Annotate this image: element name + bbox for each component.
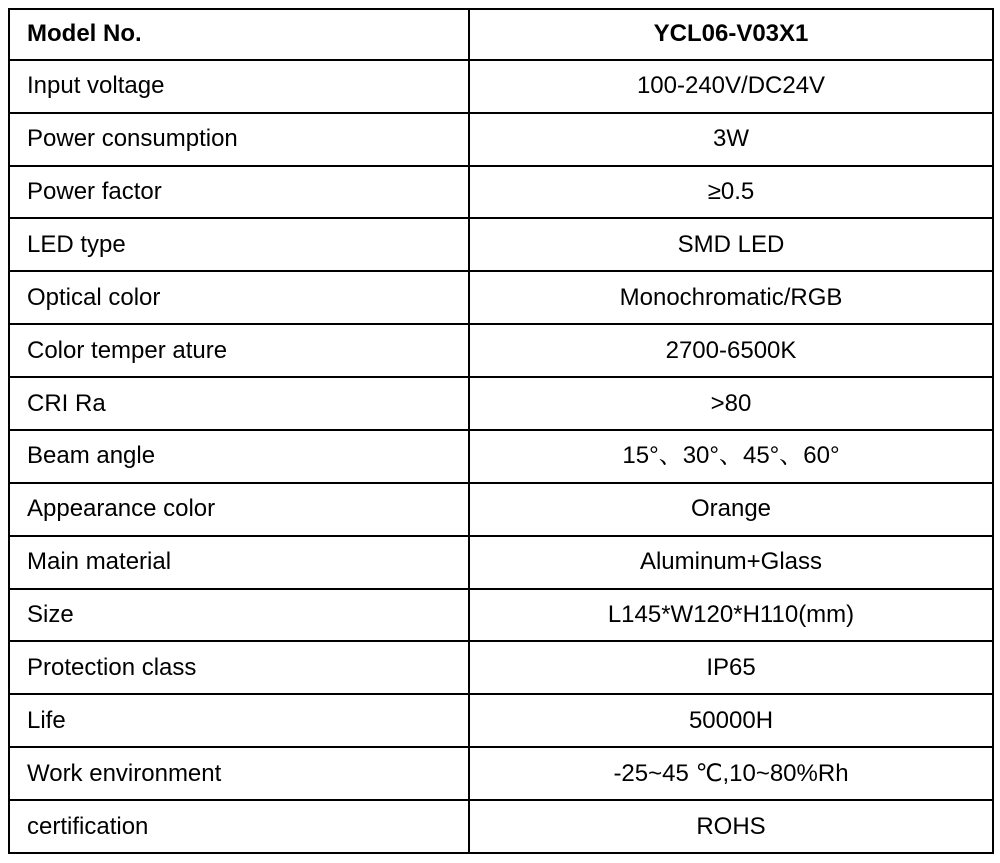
table-header-row — [9, 9, 993, 60]
row-value-certification: ROHS — [469, 800, 993, 853]
row-value-main-material: Aluminum+Glass — [469, 536, 993, 589]
table-row — [9, 641, 993, 694]
spec-table-body — [9, 9, 993, 853]
row-label-appearance-color: Appearance color — [9, 483, 469, 536]
row-value-appearance-color: Orange — [469, 483, 993, 536]
table-row — [9, 166, 993, 219]
table-row — [9, 483, 993, 536]
table-row — [9, 271, 993, 324]
row-value-size: L145*W120*H110(mm) — [469, 589, 993, 642]
row-value-protection-class: IP65 — [469, 641, 993, 694]
table-row — [9, 694, 993, 747]
row-value-power-consumption: 3W — [469, 113, 993, 166]
row-value-led-type: SMD LED — [469, 218, 993, 271]
table-row — [9, 324, 993, 377]
row-value-optical-color: Monochromatic/RGB — [469, 271, 993, 324]
row-value-beam-angle: 15°、30°、45°、60° — [469, 430, 993, 483]
row-label-led-type: LED type — [9, 218, 469, 271]
table-row — [9, 800, 993, 853]
row-label-beam-angle: Beam angle — [9, 430, 469, 483]
table-row — [9, 377, 993, 430]
table-row — [9, 430, 993, 483]
row-value-input-voltage: 100-240V/DC24V — [469, 60, 993, 113]
header-value-cell: YCL06-V03X1 — [469, 9, 993, 60]
table-row — [9, 218, 993, 271]
table-row — [9, 747, 993, 800]
table-row — [9, 536, 993, 589]
header-label-cell: Model No. — [9, 9, 469, 60]
row-label-certification: certification — [9, 800, 469, 853]
row-label-color-temperature: Color temper ature — [9, 324, 469, 377]
row-value-power-factor: ≥0.5 — [469, 166, 993, 219]
row-label-optical-color: Optical color — [9, 271, 469, 324]
table-row — [9, 60, 993, 113]
row-value-color-temperature: 2700-6500K — [469, 324, 993, 377]
row-label-input-voltage: Input voltage — [9, 60, 469, 113]
row-label-main-material: Main material — [9, 536, 469, 589]
row-label-size: Size — [9, 589, 469, 642]
row-label-power-factor: Power factor — [9, 166, 469, 219]
row-label-power-consumption: Power consumption — [9, 113, 469, 166]
row-label-cri-ra: CRI Ra — [9, 377, 469, 430]
table-row — [9, 589, 993, 642]
row-value-work-environment: -25~45 ℃,10~80%Rh — [469, 747, 993, 800]
row-label-life: Life — [9, 694, 469, 747]
table-row — [9, 113, 993, 166]
row-label-protection-class: Protection class — [9, 641, 469, 694]
spec-table — [8, 8, 994, 854]
row-value-cri-ra: >80 — [469, 377, 993, 430]
row-label-work-environment: Work environment — [9, 747, 469, 800]
row-value-life: 50000H — [469, 694, 993, 747]
